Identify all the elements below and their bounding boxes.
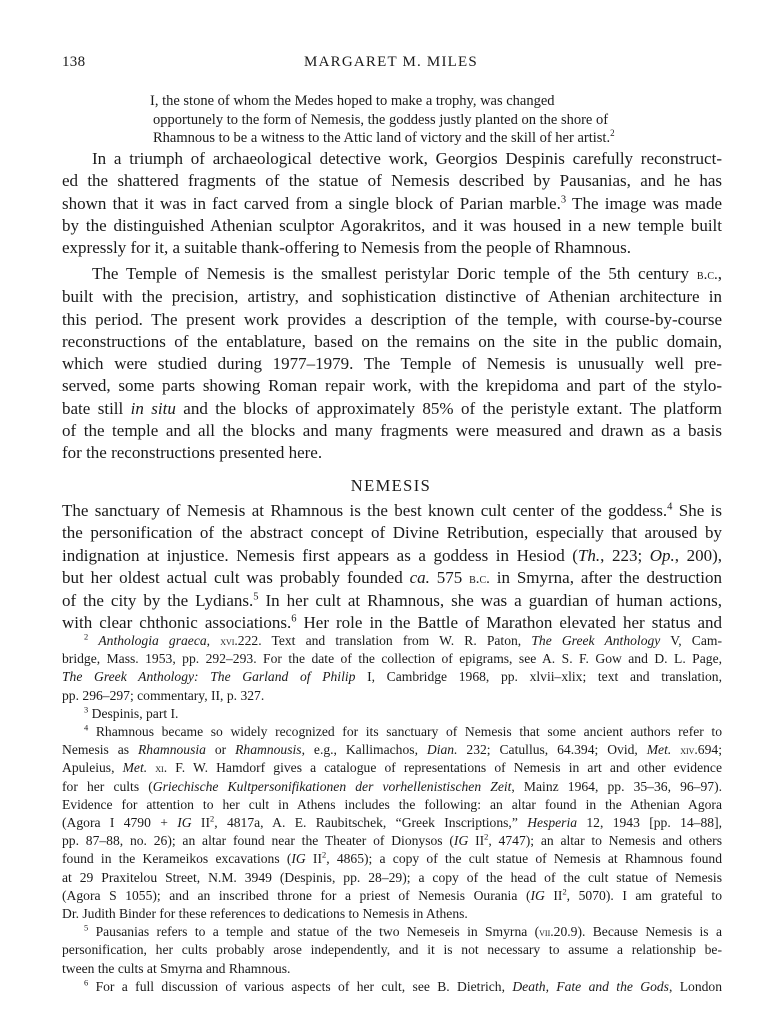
small-caps: vii xyxy=(539,925,551,940)
superscript: 2 xyxy=(322,849,327,860)
text-span: , xyxy=(717,264,722,283)
italic-span: The Greek Anthology xyxy=(531,633,661,648)
text-line xyxy=(62,500,722,522)
text-span: The sanctuary of Nemesis at Rhamnous is the best known cult center of the goddess. xyxy=(62,501,668,520)
italic-span: Hesperia xyxy=(527,815,578,831)
text-span: . F. W. Hamdorf gives a catalogue of representations of Nemesis in art and other evidence xyxy=(163,760,722,776)
footnote-line: tween the cults at Smyrna and Rhamnous. xyxy=(62,960,291,976)
text-span: indignation at injustice. Nemesis first appears as a goddess in Hesiod ( xyxy=(62,545,578,565)
text-span: (Agora S 1055); and an inscribed throne for a priest of Nemesis Ourania ( xyxy=(62,887,531,903)
text-line xyxy=(62,545,722,567)
footnote-line xyxy=(62,668,722,686)
text-span xyxy=(671,742,680,757)
italic-span: The Greek Anthology: The Garland of Philip xyxy=(62,669,356,685)
text-span: 232; Catullus, 64.394; Ovid, xyxy=(457,742,647,758)
footnote-6 xyxy=(62,978,722,996)
footnote-2 xyxy=(62,632,722,705)
epigram-text: Rhamnous to be a witness to the Attic land of victory and the skill of her artist. xyxy=(153,130,611,146)
text-span: Nemesis as xyxy=(62,742,138,758)
paragraph-nemesis xyxy=(62,500,722,635)
superscript: 2 xyxy=(562,886,567,897)
epigram-line xyxy=(150,129,638,148)
text-span: 12, 1943 [pp. 14–88], xyxy=(577,815,722,831)
text-span: , London xyxy=(668,978,723,994)
footnote-number: 4 xyxy=(84,722,89,733)
text-span: The image was made xyxy=(566,193,722,213)
footnote-line xyxy=(62,814,722,832)
footnote-line xyxy=(62,705,722,723)
footnote-ref[interactable]: 2 xyxy=(610,128,615,139)
text-line: built with the precision, artistry, and sophistication distinctive of Athenian architecture in xyxy=(62,287,722,307)
text-span: and the blocks of approximately 85% of the peristyle extant. The platform xyxy=(175,398,722,418)
text-span: II xyxy=(468,833,485,849)
footnote-line xyxy=(62,850,722,868)
text-span: .222. Text and translation from W. R. Paton, xyxy=(234,633,532,648)
footnote-line: at 29 Praxitelou Street, N.M. 3949 (Despinis, pp. 28–29); a copy of the head of the cult statue of Nemesis xyxy=(62,869,722,885)
text-span: Rhamnous became so widely recognized for its sanctuary of Nemesis that some ancient authors refer to xyxy=(95,724,722,740)
text-span: in Smyrna, after the destruction xyxy=(489,567,722,587)
text-span: with clear chthonic associations. xyxy=(62,613,292,633)
text-span: , 5070). I am grateful to xyxy=(566,887,722,903)
footnote-line: Evidence for attention to her cult in Athens includes the following: an altar found in the Athenian Agora xyxy=(62,796,722,812)
text-line: of the temple and all the blocks and many fragments were measured and drawn as a basis xyxy=(62,421,722,441)
italic-span: IG xyxy=(291,851,306,867)
footnote-ref[interactable]: 3 xyxy=(560,193,567,205)
text-span: .20.9). Because Nemesis is a xyxy=(550,924,722,940)
italic-span: Anthologia graeca xyxy=(98,633,207,648)
text-line xyxy=(62,398,722,420)
text-line xyxy=(62,567,722,590)
text-span: The Temple of Nemesis is the smallest peristylar Doric temple of the 5th century xyxy=(92,264,697,283)
text-span: II xyxy=(305,851,322,867)
text-span: or xyxy=(205,742,236,758)
footnote-line xyxy=(62,632,722,650)
page-header xyxy=(0,50,782,74)
epigram xyxy=(150,92,638,148)
small-caps: xvi xyxy=(220,634,235,648)
italic-span: Rhamnousis xyxy=(235,742,302,758)
footnote-ref[interactable]: 6 xyxy=(291,613,297,625)
text-span: but her oldest actual cult was probably founded xyxy=(62,567,410,587)
text-span: In her cult at Rhamnous, she was a guardian of human actions, xyxy=(258,591,722,611)
text-span: 575 xyxy=(429,567,470,587)
epigram-line: I, the stone of whom the Medes hoped to make a trophy, was changed xyxy=(150,93,555,109)
footnote-line xyxy=(62,759,722,777)
footnote-number: 3 xyxy=(84,704,89,715)
footnote-number: 5 xyxy=(84,922,89,933)
italic-span: IG xyxy=(530,887,545,903)
text-line: the personification of the abstract concept of Divine Retribution, especially that aroused by xyxy=(62,523,722,543)
italic-span: Griechische Kultpersonifikationen der vorhellenistischen Zeit xyxy=(152,778,512,794)
footnotes xyxy=(62,632,722,996)
text-span: .694; xyxy=(694,742,722,758)
italic-span: Op. xyxy=(649,545,675,565)
text-span: For a full discussion of various aspects of her cult, see B. Dietrich, xyxy=(95,978,513,994)
text-span: She is xyxy=(672,501,722,520)
text-span: , 200), xyxy=(674,545,722,565)
italic-span: Met. xyxy=(122,760,148,776)
text-line: for the reconstructions presented here. xyxy=(62,443,323,463)
text-line: served, some parts showing Roman repair work, with the krepidoma and part of the stylo- xyxy=(62,376,722,396)
text-span: , 4865); a copy of the cult statue of Nemesis at Rhamnous found xyxy=(326,851,723,867)
text-span: Pausanias refers to a temple and statue of the two Nemeseis in Smyrna ( xyxy=(95,924,540,940)
footnote-5 xyxy=(62,923,722,978)
footnote-line xyxy=(62,778,722,796)
text-span: (Agora I 4790 + xyxy=(62,815,178,831)
footnote-line xyxy=(62,923,722,941)
text-span: shown that it was in fact carved from a single block of Parian marble. xyxy=(62,193,561,213)
footnote-line xyxy=(62,832,722,850)
footnote-3 xyxy=(62,705,722,723)
text-line: expressly for it, a suitable thank-offering to Nemesis from the people of Rhamnous. xyxy=(62,238,632,258)
text-span: I, Cambridge 1968, pp. xlvii–xlix; text and translation, xyxy=(355,669,723,685)
small-caps: xi xyxy=(155,761,164,776)
text-span: found in the Kerameikos excavations ( xyxy=(62,851,292,867)
footnote-4 xyxy=(62,723,722,923)
superscript: 2 xyxy=(484,831,489,842)
italic-span: Met. xyxy=(646,742,672,758)
text-span: , Mainz 1964, pp. 35–36, 96–97). xyxy=(511,778,722,794)
footnote-line: personification, her cults probably arose independently, and it is not necessary to assume a relationship be- xyxy=(62,942,722,958)
italic-span: in situ xyxy=(130,398,176,418)
footnote-line xyxy=(62,887,722,905)
small-caps: xiv xyxy=(680,743,695,758)
text-span: V, Cam- xyxy=(660,633,723,648)
footnote-line xyxy=(62,741,722,759)
footnote-line xyxy=(62,723,722,741)
footnote-ref[interactable]: 4 xyxy=(667,501,673,513)
text-span: , e.g., Kallimachos, xyxy=(301,742,427,758)
text-span: II xyxy=(544,887,563,903)
superscript: 2 xyxy=(209,813,215,824)
epigram-line: opportunely to the form of Nemesis, the goddess justly planted on the shore of xyxy=(153,111,609,128)
text-line: this period. The present work provides a description of the temple, with course-by-course xyxy=(62,309,722,329)
text-span: , 223; xyxy=(600,545,650,565)
text-line: which were studied during 1977–1979. The Temple of Nemesis is unusually well pre- xyxy=(62,354,722,374)
text-span: , 4747); an altar to Nemesis and others xyxy=(488,833,722,849)
text-span: II xyxy=(191,815,210,831)
text-line xyxy=(62,590,722,612)
italic-span: IG xyxy=(453,833,469,849)
text-line xyxy=(62,193,722,215)
section-heading: NEMESIS xyxy=(350,476,432,495)
paragraph-temple xyxy=(62,263,722,465)
footnote-number: 6 xyxy=(84,977,89,988)
paragraph-despinis xyxy=(62,148,722,259)
italic-span: Dian. xyxy=(426,742,458,758)
text-line: by the distinguished Athenian sculptor Agorakritos, and it was housed in a new temple built xyxy=(62,215,722,235)
italic-span: IG xyxy=(177,815,192,831)
italic-span: Th. xyxy=(577,545,601,565)
text-span: bate still xyxy=(62,398,131,418)
footnote-line: pp. 296–297; commentary, II, p. 327. xyxy=(62,687,265,703)
text-span: for her cults ( xyxy=(62,778,153,794)
italic-span: ca. xyxy=(409,567,430,587)
running-head: MARGARET M. MILES xyxy=(304,54,478,70)
text-span: Despinis, part I. xyxy=(91,705,179,721)
page-number: 138 xyxy=(62,54,86,70)
small-caps: b.c. xyxy=(696,267,718,283)
footnote-line: Dr. Judith Binder for these references to dedications to Nemesis in Athens. xyxy=(62,906,468,922)
text-line: reconstructions of the entablature, based on the remains on the site in the public domain, xyxy=(62,331,722,351)
text-line: In a triumph of archaeological detective work, Georgios Despinis carefully reconstruct- xyxy=(92,149,722,168)
text-span: , 4817a, A. E. Raubitschek, “Greek Inscriptions,” xyxy=(214,815,528,831)
text-span: Her role in the Battle of Marathon elevated her status and xyxy=(296,613,723,633)
footnote-number: 2 xyxy=(84,631,89,642)
footnote-ref[interactable]: 5 xyxy=(253,591,259,603)
footnote-line: bridge, Mass. 1953, pp. 292–293. For the date of the collection of epigrams, see A. S. F. Gow and D. L. Page, xyxy=(62,651,722,667)
text-span: , xyxy=(206,633,221,648)
text-span: Apuleius, xyxy=(62,760,123,776)
small-caps: b.c. xyxy=(469,570,490,587)
italic-span: Death, Fate and the Gods xyxy=(512,978,669,994)
text-line xyxy=(62,263,722,286)
footnote-line xyxy=(62,978,722,996)
text-span: pp. 87–88, no. 26); an altar found near the Theater of Dionysos ( xyxy=(62,833,454,849)
text-span: of the city by the Lydians. xyxy=(62,591,254,611)
italic-span: Rhamnousia xyxy=(137,742,206,758)
text-line: ed the shattered fragments of the statue of Nemesis described by Pausanias, and he has xyxy=(62,171,722,191)
